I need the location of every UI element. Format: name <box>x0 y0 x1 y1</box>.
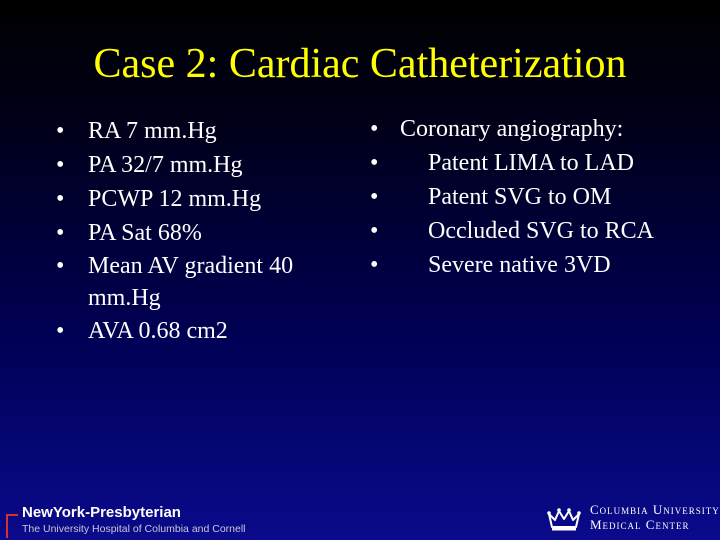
list-item <box>370 146 710 180</box>
list-item-text: RA 7 mm.Hg <box>88 118 217 144</box>
list-item <box>370 112 710 146</box>
list-item-text: PCWP 12 mm.Hg <box>88 186 262 212</box>
logo-line-1: Columbia University <box>590 502 720 517</box>
bullet-icon: • <box>370 218 379 244</box>
bullet-icon: • <box>370 116 379 142</box>
list-item-text: Occluded SVG to RCA <box>428 218 654 244</box>
bullet-icon: • <box>370 150 379 176</box>
list-item <box>56 182 356 216</box>
list-item <box>56 250 356 314</box>
bullet-icon: • <box>56 186 65 212</box>
bullet-icon: • <box>56 253 65 279</box>
columbia-university-logo <box>542 496 718 538</box>
list-item-text: PA 32/7 mm.Hg <box>88 152 243 178</box>
list-item-text: PA Sat 68% <box>88 220 202 246</box>
list-item <box>56 114 356 148</box>
logo-name: NewYork-Presbyterian <box>22 504 181 521</box>
list-item <box>56 216 356 250</box>
list-item-text: Coronary angiography: <box>400 116 624 142</box>
slide-title: Case 2: Cardiac Catheterization <box>93 41 627 87</box>
list-item <box>370 214 710 248</box>
newyork-presbyterian-logo <box>4 500 244 540</box>
bullet-icon: • <box>370 252 379 278</box>
list-item <box>56 314 356 348</box>
list-item-text: Severe native 3VD <box>428 252 611 278</box>
list-item-text: AVA 0.68 cm2 <box>88 318 228 344</box>
bracket-icon <box>6 514 18 538</box>
bullet-icon: • <box>56 318 65 344</box>
right-bullet-list <box>370 112 710 282</box>
list-item <box>56 148 356 182</box>
list-item <box>370 180 710 214</box>
left-bullet-list <box>56 114 356 348</box>
bullet-icon: • <box>56 220 65 246</box>
logo-subtitle: The University Hospital of Columbia and Cornell <box>22 523 246 535</box>
list-item <box>370 248 710 282</box>
bullet-icon: • <box>56 152 65 178</box>
bullet-icon: • <box>370 184 379 210</box>
logo-line-2: Medical Center <box>590 517 690 532</box>
bullet-icon: • <box>56 118 65 144</box>
list-item-text: Patent LIMA to LAD <box>428 150 634 176</box>
crown-icon <box>546 506 582 532</box>
list-item-text: Mean AV gradient 40 mm.Hg <box>88 253 294 311</box>
list-item-text: Patent SVG to OM <box>428 184 612 210</box>
